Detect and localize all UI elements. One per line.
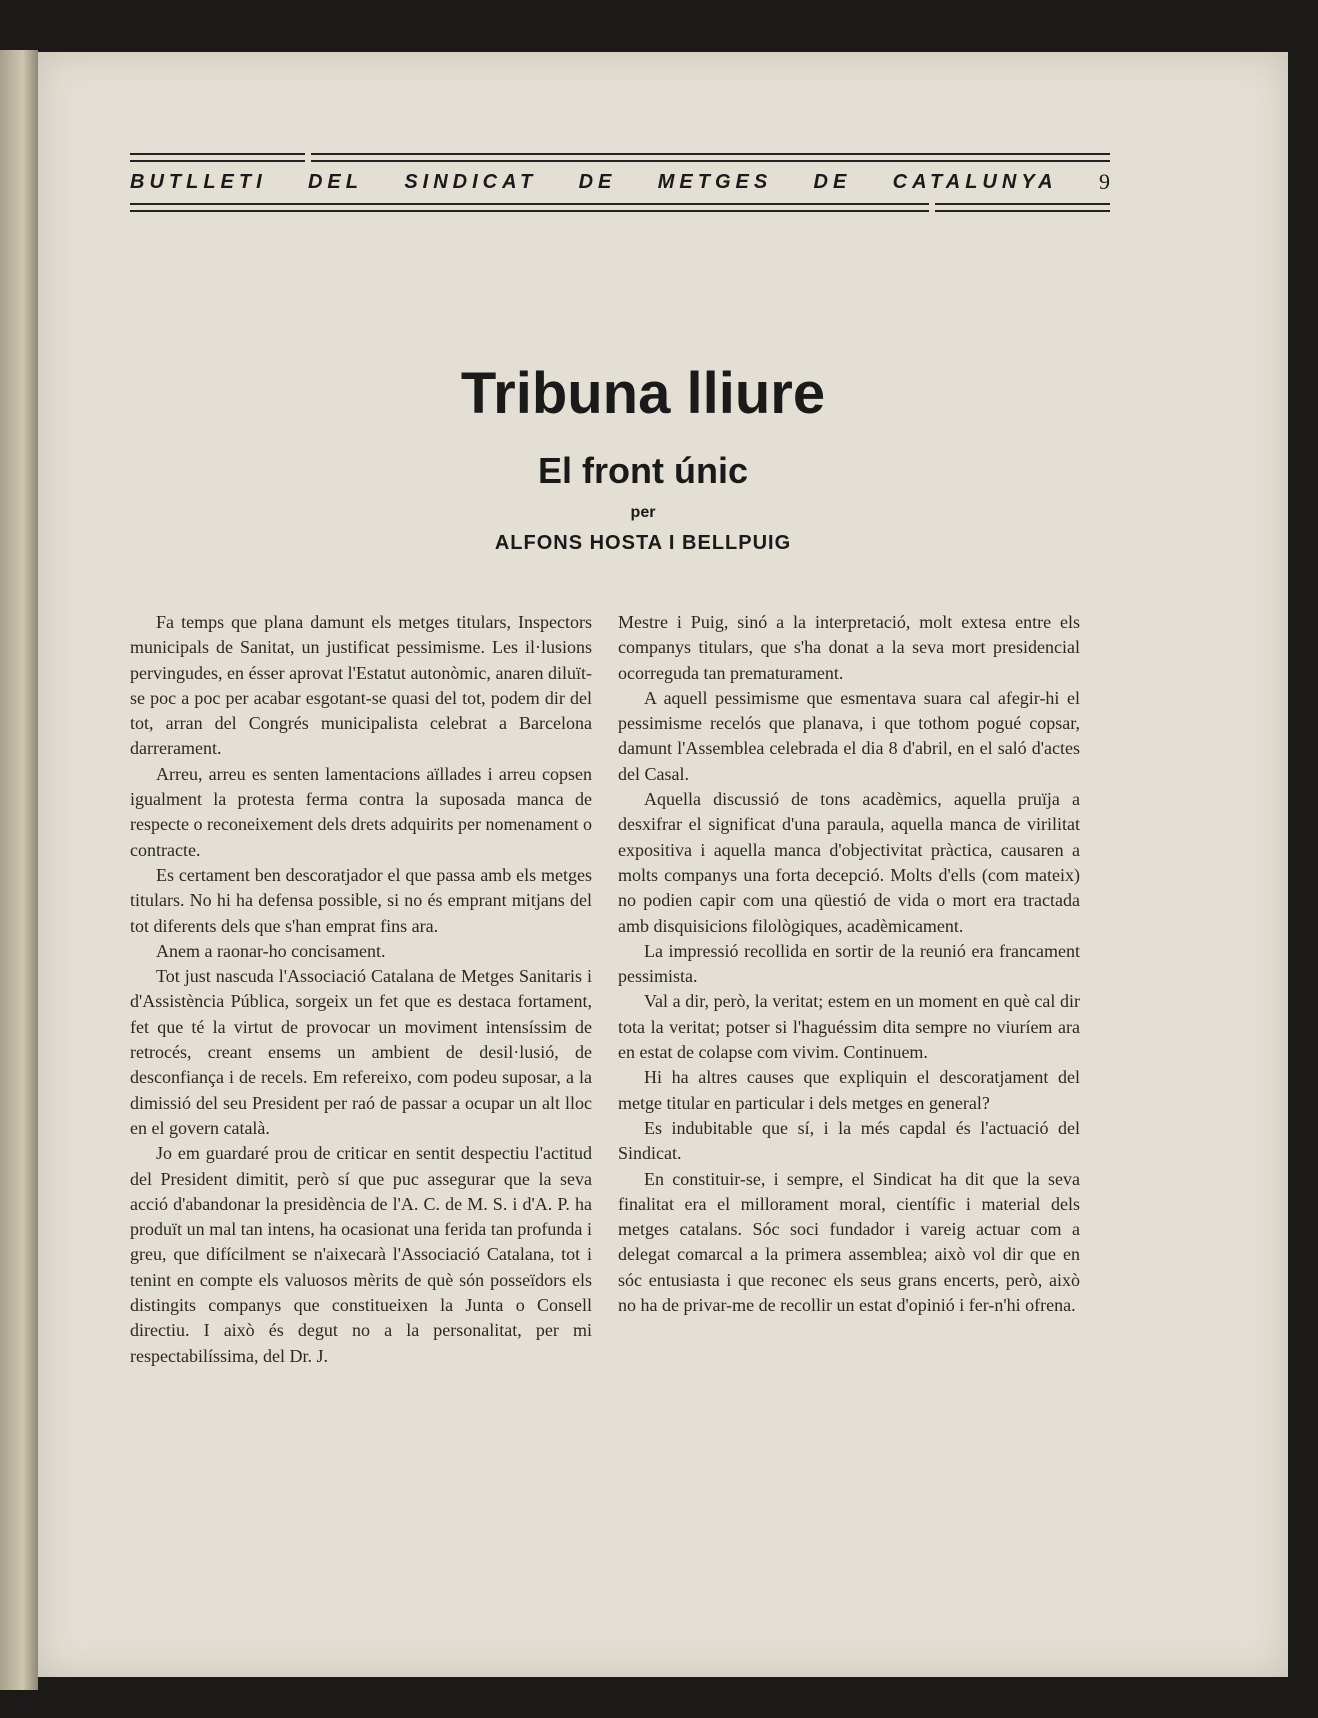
paragraph: Arreu, arreu es senten lamentacions aïllades i arreu copsen igualment la protesta ferma contra la suposada manca de respecte o reconeixement dels drets adquirits per nomenament o contracte. <box>130 763 592 860</box>
paragraph: Es indubitable que sí, i la més capdal és l'actuació del Sindicat. <box>618 1117 1080 1164</box>
paragraph: La impressió recollida en sortir de la reunió era francament pessimista. <box>618 940 1080 987</box>
header-bottom-rule <box>130 202 1110 205</box>
journal-word: SINDICAT <box>404 170 538 193</box>
facing-page-edge <box>0 50 38 1690</box>
paragraph: Val a dir, però, la veritat; estem en un moment en què cal dir tota la veritat; potser si l'haguéssim dita sempre no viuríem ara en estat de colapse com vivim. Continuem. <box>618 991 1080 1063</box>
running-header <box>130 152 1110 212</box>
journal-word: DE <box>813 170 852 193</box>
journal-word: BUTLLETI <box>130 170 267 193</box>
paragraph: Hi ha altres causes que expliquin el descoratjament del metge titular en particular i dels metges en general? <box>618 1067 1080 1113</box>
right-column <box>618 610 1080 1318</box>
journal-word: METGES <box>657 170 773 193</box>
paragraph: Anem a raonar-ho concisament. <box>156 940 386 961</box>
paragraph: A aquell pessimisme que esmentava suara cal afegir-hi el pessimisme recelós que planava, i que tothom pogué copsar, damunt l'Assemblea celebrada el dia 8 d'abril, en el saló d'actes del Casal. <box>618 687 1080 784</box>
journal-word: CATALUNYA <box>892 170 1058 193</box>
journal-name <box>130 162 1110 202</box>
paragraph: Es certament ben descoratjador el que passa amb els metges titulars. No hi ha defensa possible, si no és emprant mitjans del tot diferents dels que s'han emprat fins ara. <box>130 864 592 936</box>
paragraph: Aquella discussió de tons acadèmics, aquella pruïja a desxifrar el significat d'una paraula, aquella manca de virilitat expositiva i aquella manca d'objectivitat pràctica, causaren a molts companys una forta decepció. Molts d'ells (com mateix) no podien capir com una qüestió de vida o mort era tractada amb disquisicions filològiques, acadèmicament. <box>618 789 1080 936</box>
header-top-rule <box>130 152 1110 155</box>
paragraph: Fa temps que plana damunt els metges titulars, Inspectors municipals de Sanitat, un justificat pessimisme. Les il·lusions pervingudes, en ésser aprovat l'Estatut autonòmic, anaren diluït-se poc a poc per acabar esgotant-se quasi del tot, podem dir del tot, arran del Congrés municipalista celebrat a Barcelona darrerament. <box>130 612 592 759</box>
journal-word: DE <box>578 170 617 193</box>
article-title: El front únic <box>538 450 748 491</box>
page-sheet <box>38 52 1288 1677</box>
left-column <box>130 610 592 1369</box>
paragraph: Jo em guardaré prou de criticar en sentit despectiu l'actitud del President dimitit, però sí que puc assegurar que la seva acció d'abandonar la presidència de l'A. C. de M. S. i d'A. P. ha produït un mal tan intens, ha ocasionat una ferida tan profunda i greu, que difícilment se n'aixecarà l'Associació Catalana, tot i tenint en compte els valuosos mèrits de què són posseïdors els distingits companys que constitueixen la Junta o Consell directiu. I això és degut no a la personalitat, per mi respectabilíssima, del Dr. J. <box>130 1143 592 1366</box>
paragraph: Tot just nascuda l'Associació Catalana de Metges Sanitaris i d'Assistència Pública, sorgeix un fet que es destaca fortament, fet que té la virtut de provocar un moviment intensíssim de retrocés, creant ensems un ambient de desil·lusió, de desconfiança i de recels. Em refereixo, com podeu suposar, a la dimissió del seu President per raó de passar a ocupar un alt lloc en el govern català. <box>130 966 592 1138</box>
journal-word: DEL <box>307 170 363 193</box>
paragraph: En constituir-se, i sempre, el Sindicat ha dit que la seva finalitat era el millorament moral, científic i material dels metges catalans. Sóc soci fundador i vareig actuar com a delegat comarcal a la primera assemblea; això vol dir que en sóc entusiasta i que reconec els seus grans encerts, però, això no ha de privar-me de recollir un estat d'opinió i fer-n'hi ofrena. <box>618 1168 1080 1316</box>
byline-prefix: per <box>630 504 656 521</box>
paragraph: Mestre i Puig, sinó a la interpretació, molt extesa entre els companys titulars, que s'ha donat a la seva mort presidencial ocorreguda tan prematurament. <box>618 612 1080 683</box>
header-bottom-rule-2 <box>130 209 1110 212</box>
section-title: Tribuna lliure <box>460 361 826 426</box>
page-number: 9 <box>1098 169 1110 194</box>
author-name: ALFONS HOSTA I BELLPUIG <box>494 532 792 554</box>
